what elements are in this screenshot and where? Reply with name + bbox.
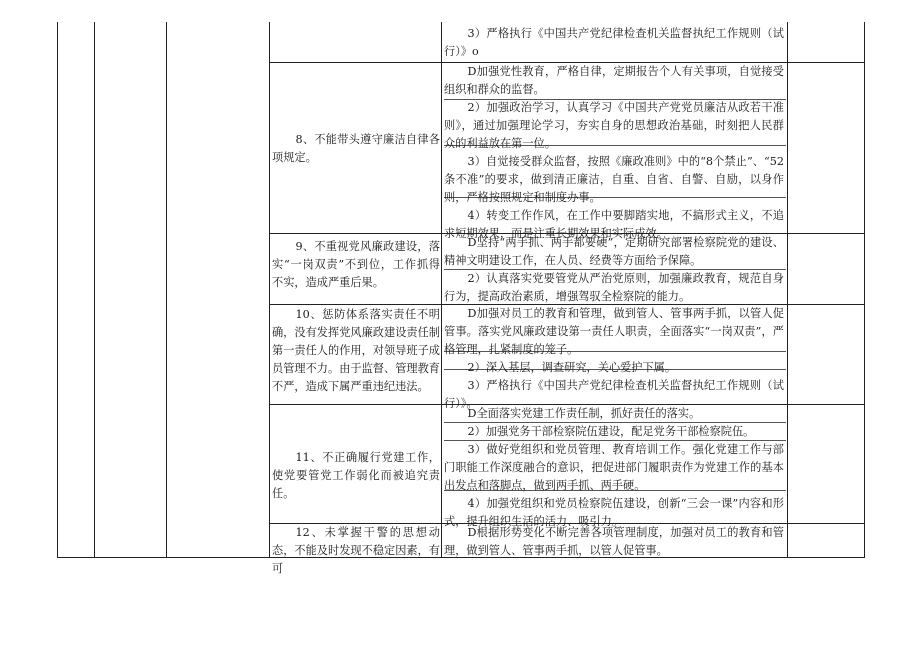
- measure-item: D全面落实党建工作责任制，抓好责任的落实。: [467, 407, 701, 420]
- measures-cell: [444, 25, 784, 61]
- measure-item: 2）认真落实党要管党从严治党原则，加强廉政教育，规范自身行为，提高政治素质，增强驾驭全检察院的能力。: [444, 272, 784, 303]
- column-divider: [166, 22, 167, 557]
- measures-cell: [444, 524, 784, 557]
- issue-cell: 11、不正确履行党建工作，使党要管党工作弱化而被追究责任。: [272, 451, 440, 500]
- column-divider: [441, 22, 442, 557]
- measure-item: D坚持“两手抓、两手都要硬”，定期研究部署检察院党的建设、精神文明建设工作，在人员、经费等方面给予保障。: [444, 236, 784, 267]
- measure-item: 3）做好党组织和党员管理、教育培训工作。强化党建工作与部门职能工作深度融合的意识，把促进部门履职责作为党建工作的基本出发点和落脚点，做到两手抓、两手硬。: [444, 443, 784, 492]
- measure-item: D加强对员工的教育和管理，做到管人、管事两手抓，以管人促管事。落实党风廉政建设第一责任人职责，全面落实“一岗双责”，严格管理，扎紧制度的笼子。: [444, 307, 784, 356]
- measures-cell: [444, 305, 784, 413]
- measures-cell: [444, 234, 784, 306]
- measure-item: 3）严格执行《中国共产党纪律检查机关监督执纪工作规则（试行）》o: [444, 27, 784, 58]
- column-divider: [787, 22, 788, 557]
- issue-cell: 12、未掌握干警的思想动态，不能及时发现不稳定因素，有可: [272, 526, 440, 575]
- measures-cell: [444, 63, 784, 243]
- measure-item: D加强党性教育，严格自律，定期报告个人有关事项，自觉接受组织和群众的监督。: [444, 65, 784, 96]
- measure-item: 4）转变工作作风，在工作中要脚踏实地，不搞形式主义，不追求短期效果，而是注重长期效果和实际成效。: [444, 209, 784, 240]
- measure-item: 2）深入基层，调查研究，关心爱护下属。: [467, 361, 677, 374]
- issue-cell: 9、不重视党风廉政建设，落实“一岗双责”不到位，工作抓得不实，造成严重后果。: [272, 240, 440, 289]
- issue-cell: 8、不能带头遵守廉洁自律各项规定。: [272, 133, 440, 164]
- column-divider: [269, 22, 270, 557]
- table-border-right: [864, 22, 865, 557]
- measure-item: 3）严格执行《中国共产党纪律检查机关监督执纪工作规则（试行）》。: [444, 379, 784, 410]
- table-border-left: [57, 22, 58, 557]
- measure-item: 4）加强党组织和党员检察院伍建设，创新“三会一课”内容和形式，提升组织生活的活力、吸引力。: [444, 497, 784, 528]
- measures-cell: [444, 405, 784, 531]
- measure-item: 3）自觉接受群众监督，按照《廉政准则》中的“8个禁止”、“52条不准”的要求，做到清正廉洁，自重、自省、自警、自励，以身作则，严格按照规定和制度办事。: [444, 155, 784, 204]
- measure-item: 2）加强党务干部检察院伍建设，配足党务干部检察院伍。: [467, 425, 755, 438]
- measure-item: D根据形势变化不断完善各项管理制度，加强对员工的教育和管理，做到管人、管事两手抓，以管人促管事。: [444, 526, 784, 557]
- column-divider: [94, 22, 95, 557]
- issue-cell: 10、惩防体系落实责任不明确，没有发挥党风廉政建设责任制第一责任人的作用，对领导班子成员管理不力。由于监督、管理教育不严，造成下属严重违纪违法。: [272, 308, 440, 393]
- measure-item: 2）加强政治学习，认真学习《中国共产党党员廉洁从政若干准则》，通过加强理论学习，夯实自身的思想政治基础，时刻把人民群众的利益放在第一位。: [444, 101, 784, 150]
